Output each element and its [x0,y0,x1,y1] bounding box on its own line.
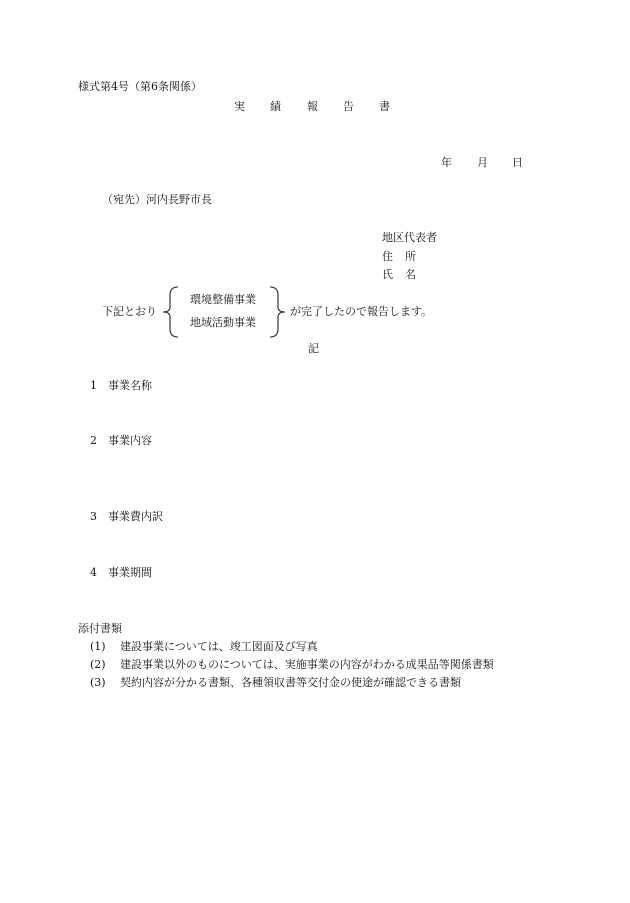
name-label-char: 名 [405,268,416,281]
attachments-heading: 添付書類 [78,622,122,635]
attachment-number: (3) [90,676,106,689]
item-label: 事業内容 [108,434,152,447]
attachment-text: 契約内容が分かる書類、各種領収書等交付金の使途が確認できる書類 [120,676,461,689]
name-label-char: 氏 [382,268,393,281]
attachment-number: (1) [90,640,106,653]
item-label: 事業費内訳 [108,510,163,523]
title-char: 報 [307,100,318,113]
option-community: 地域活動事業 [190,316,256,329]
title-char: 書 [379,100,390,113]
title-char: 績 [270,100,281,113]
item-label: 事業期間 [108,566,152,579]
left-brace [160,285,182,339]
form-label: 様式第4号（第6条関係） [78,80,202,93]
item-label: 事業名称 [108,379,152,392]
item-number: 4 [90,566,97,579]
statement-prefix: 下記とおり [102,305,157,318]
right-brace [266,285,288,339]
item-number: 2 [90,434,97,447]
item-number: 3 [90,510,97,523]
attachment-number: (2) [90,658,106,671]
address-label-char: 所 [405,250,416,263]
address-label-char: 住 [382,250,393,263]
ki-mark: 記 [308,342,319,355]
title-char: 告 [343,100,354,113]
date-year: 年 [441,156,452,169]
item-number: 1 [90,379,97,392]
addressee: （宛先）河内長野市長 [102,193,212,206]
statement-suffix: が完了したので報告します。 [290,305,433,318]
representative-title: 地区代表者 [382,231,437,244]
attachment-text: 建設事業以外のものについては、実施事業の内容がわかる成果品等関係書類 [120,658,494,671]
date-day: 日 [512,156,523,169]
attachment-text: 建設事業については、竣工図面及び写真 [120,640,318,653]
date-month: 月 [477,156,488,169]
option-environment: 環境整備事業 [190,293,256,306]
title-char: 実 [234,100,245,113]
